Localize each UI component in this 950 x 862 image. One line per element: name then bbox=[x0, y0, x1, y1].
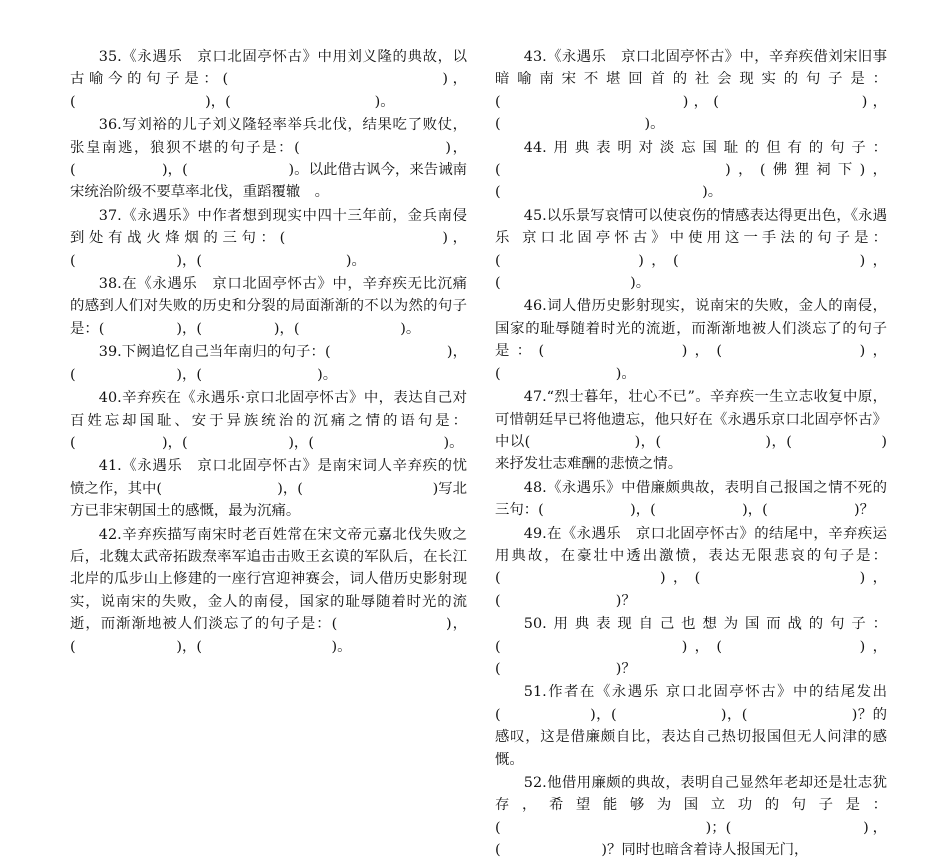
question-41: 41.《永遇乐 京口北固亭怀古》是南宋词人辛弃疾的忧愤之作，其中( )，( )写北方已非宋朝国土的感慨，最为沉痛。 bbox=[70, 458, 467, 520]
question-38: 38.在《永遇乐 京口北固亭怀古》中，辛弃疾无比沉痛的感到人们对失败的历史和分裂的局面渐渐的不以为然的句子是：( )，( )，( )。 bbox=[70, 276, 467, 337]
question-42: 42.辛弃疾描写南宋时老百姓常在宋文帝元嘉北伐失败之后，北魏太武帝拓跋焘率军追击击败王玄谟的军队后，在长江北岸的瓜步山上修建的一座行宫迎神赛会，词人借历史影射现实，说南宋的失败，金人的南侵，国家的耻辱随着时光的流逝，而渐渐地被人们淡忘了的句子是：( )，( )，( )。 bbox=[70, 526, 467, 655]
question-36: 36.写刘裕的儿子刘义隆轻率举兵北伐，结果吃了败仗，张皇南逃，狼狈不堪的句子是：( )，( )，( )。以此借古讽今，来告诫南宋统治阶级不要草率北伐，重蹈覆辙 。 bbox=[70, 117, 467, 201]
question-51: 51.作者在《永遇乐 京口北固亭怀古》中的结尾发出( )，( )，( )？的感叹，这是借廉颇自比，表达自己热切报国但无人问津的感慨。 bbox=[495, 684, 887, 768]
question-52: 52.他借用廉颇的典故，表明自己显然年老却还是壮志犹存，希望能够为国立功的句子是：( )；( )，( )？同时也暗含着诗人报国无门， bbox=[495, 775, 887, 859]
question-49: 49.在《永遇乐 京口北固亭怀古》的结尾中，辛弃疾运用典故，在豪壮中透出激愤，表达无限悲哀的句子是：( )，( )，( )？ bbox=[495, 525, 887, 609]
question-46: 46.词人借历史影射现实，说南宋的失败，金人的南侵，国家的耻辱随着时光的流逝，而渐渐地被人们淡忘了的句子是：( )，( )，( )。 bbox=[495, 298, 887, 382]
question-35: 35.《永遇乐 京口北固亭怀古》中用刘义隆的典故，以古喻今的句子是：( )，( )，( )。 bbox=[70, 49, 467, 110]
left-column bbox=[70, 46, 467, 658]
question-37: 37.《永遇乐》中作者想到现实中四十三年前，金兵南侵到处有战火烽烟的三句：( )，( )，( )。 bbox=[70, 207, 467, 269]
question-48: 48.《永遇乐》中借廉颇典故，表明自己报国之情不死的三句：( )，( )，( )？ bbox=[495, 479, 887, 519]
question-47: 47.“烈士暮年，壮心不已”。辛弃疾一生立志收复中原，可惜朝廷早已将他遗忘，他只好在《永遇乐京口北固亭怀古》中以( )，( )，( )来抒发壮志难酬的悲愤之情。 bbox=[495, 389, 887, 473]
question-39: 39.下阙追忆自己当年南归的句子：( )，( )，( )。 bbox=[70, 344, 467, 383]
question-45: 45.以乐景写哀情可以使哀伤的情感表达得更出色，《永遇乐 京口北固亭怀古》中使用这一手法的句子是：( )，( )，( )。 bbox=[495, 207, 887, 292]
right-column bbox=[495, 46, 887, 862]
question-43: 43.《永遇乐 京口北固亭怀古》中，辛弃疾借刘宋旧事暗喻南宋不堪回首的社会现实的句子是：( )，( )，( )。 bbox=[495, 49, 887, 133]
question-50: 50.用典表现自己也想为国而战的句子：( )，( )，( )？ bbox=[495, 616, 887, 677]
question-44: 44.用典表明对淡忘国耻的但有的句子：( )，(佛狸祠下)，( )。 bbox=[495, 139, 887, 201]
question-40: 40.辛弃疾在《永遇乐·京口北固亭怀古》中，表达自己对百姓忘却国耻、安于异族统治的沉痛之情的语句是：( )，( )，( )。 bbox=[70, 390, 467, 451]
